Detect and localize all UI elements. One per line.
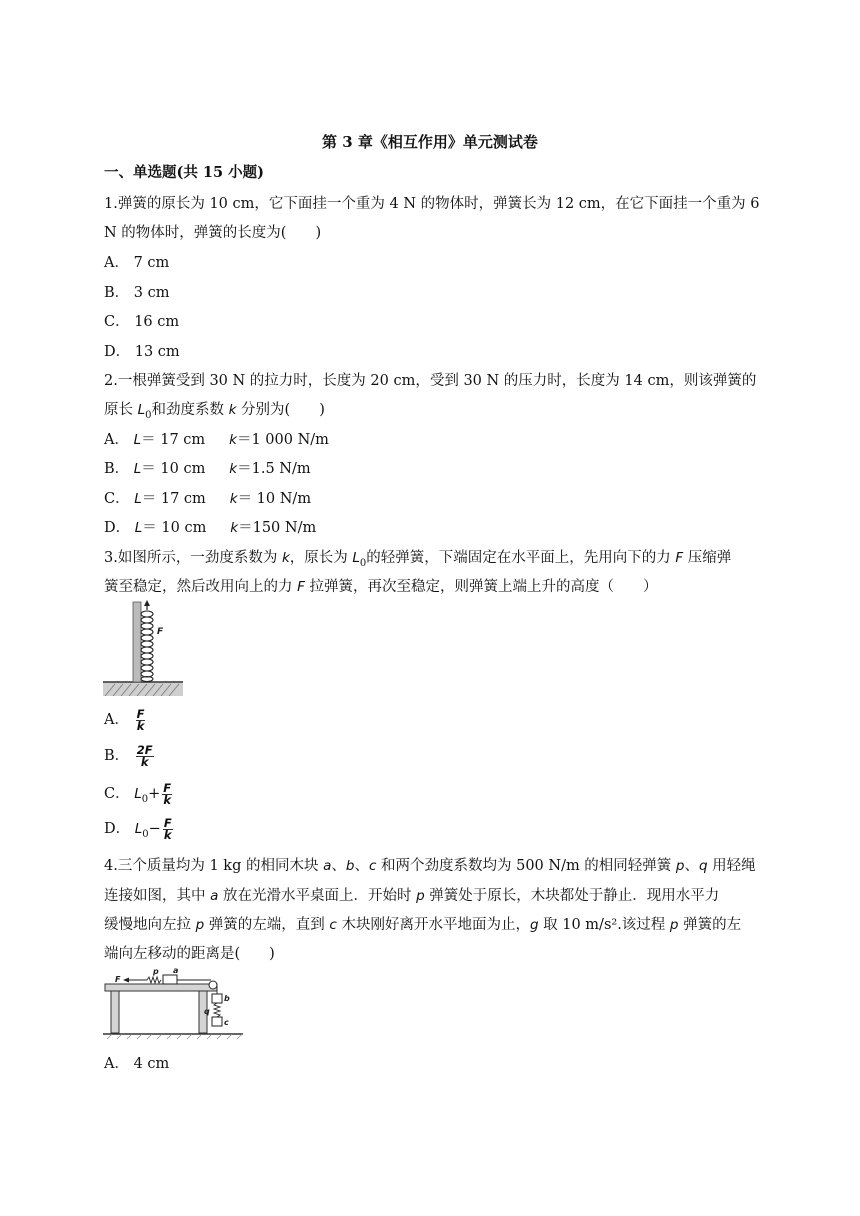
wall: [133, 602, 141, 682]
q4-line1: 4.三个质量均为 1 kg 的相同木块 a、b、c 和两个劲度系数均为 500 N/m 的相同轻弹簧 p、q 用轻绳: [104, 858, 756, 874]
q4-line2: 连接如图，其中 a 放在光滑水平桌面上．开始时 p 弹簧处于原长，木块都处于静止．现用水平力: [104, 888, 720, 904]
q2-option-d: D． L＝ 10 cm k＝150 N/m: [104, 520, 317, 536]
q3-option-a: A． $\frac{F}{k}$: [104, 706, 145, 733]
q3-line1: 3.如图所示，一劲度系数为 k，原长为 $L_0$的轻弹簧，下端固定在水平面上，先用向下的力 F 压缩弹: [104, 550, 732, 569]
q3-option-d: D． $L_0-$ $\frac{F}{k}$: [104, 815, 172, 842]
q3-option-b: B． $\frac{2F}{k}$: [104, 742, 153, 769]
q2-line2: 原长 $L_0$和劲度系数 k 分别为( ): [104, 402, 325, 421]
q1-line1: 1.弹簧的原长为 10 cm，它下面挂一个重为 4 N 的物体时，弹簧长为 12 cm，在它下面挂一个重为 6: [104, 196, 760, 212]
q2-line1: 2.一根弹簧受到 30 N 的拉力时，长度为 20 cm，受到 30 N 的压力时，长度为 14 cm，则该弹簧的: [104, 373, 757, 389]
q4-line3: 缓慢地向左拉 p 弹簧的左端，直到 c 木块刚好离开水平地面为止，g 取 10 m/s².该过程 p 弹簧的左: [104, 917, 742, 933]
label-b: b: [224, 994, 230, 1003]
fraction: $\frac{2F}{k}$: [136, 742, 153, 769]
q2-option-b: B． L＝ 10 cm k＝1.5 N/m: [104, 461, 311, 477]
fraction: $\frac{F}{k}$: [163, 780, 172, 807]
label-F: F: [115, 975, 121, 984]
q3-line2: 簧至稳定，然后改用向上的力 F 拉弹簧，再次至稳定，则弹簧上端上升的高度（ ）: [104, 579, 658, 595]
fraction: $\frac{F}{k}$: [163, 815, 172, 842]
table-leg: [111, 991, 119, 1033]
q2-option-a: A． L＝ 17 cm k＝1 000 N/m: [104, 432, 329, 448]
q4-line4: 端向左移动的距离是( ): [104, 946, 275, 962]
label-c: c: [224, 1018, 229, 1027]
q1-option-b: B． 3 cm: [104, 285, 170, 301]
q4-option-a: A． 4 cm: [104, 1056, 170, 1072]
pulley: [209, 981, 217, 989]
label-a: a: [173, 966, 179, 975]
spring-q: [214, 1003, 220, 1017]
q1-line2: N 的物体时，弹簧的长度为( ): [104, 225, 322, 241]
block-c: [212, 1017, 222, 1026]
q3-option-c: C． $L_0+$ $\frac{F}{k}$: [104, 780, 172, 807]
q1-option-a: A． 7 cm: [104, 255, 170, 271]
page-title: 第 3 章《相互作用》单元测试卷: [322, 133, 538, 151]
q1-option-d: D． 13 cm: [104, 344, 180, 360]
q2-option-c: C． L＝ 17 cm k＝ 10 N/m: [104, 491, 312, 507]
label-p: p: [153, 967, 159, 976]
label-q: q: [204, 1007, 210, 1016]
spring-figure: [103, 600, 187, 698]
block-b: [212, 994, 222, 1003]
table-top: [105, 984, 217, 991]
force-label: F: [157, 627, 164, 637]
q1-option-c: C． 16 cm: [104, 314, 180, 330]
fraction: $\frac{F}{k}$: [136, 706, 145, 733]
table-block-figure: [103, 966, 245, 1040]
spring-coil: [141, 611, 153, 682]
section-heading: 一、单选题(共 15 小题): [104, 164, 264, 181]
spring-p: [147, 977, 161, 983]
block-a: [163, 975, 177, 984]
